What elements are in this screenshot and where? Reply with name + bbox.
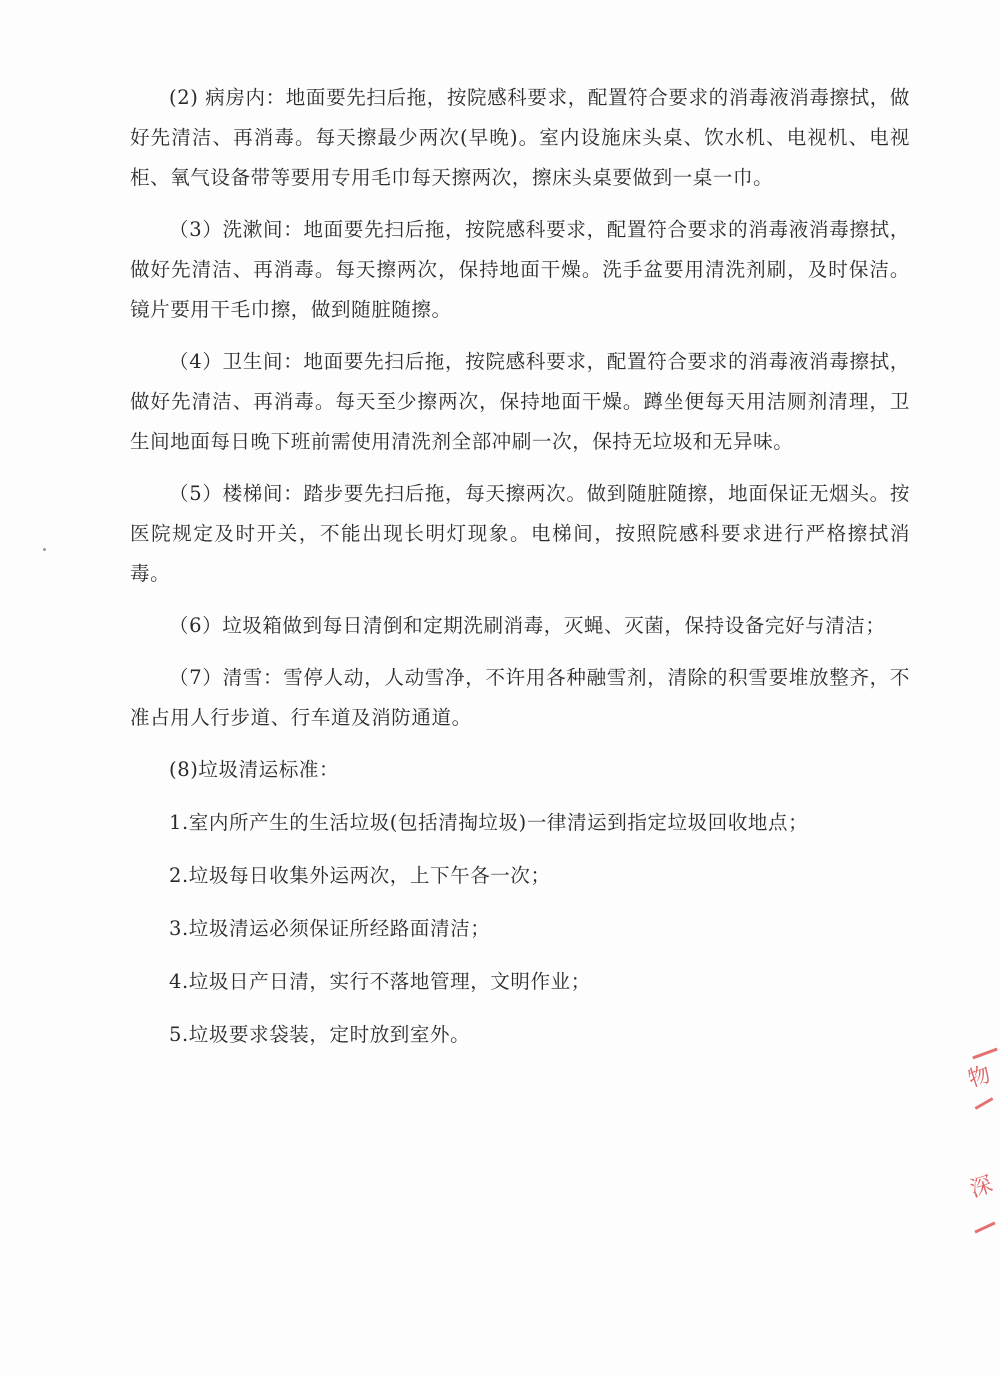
stamp-char-1: 物: [965, 1062, 994, 1093]
paragraph-snow-clearing: （7）清雪：雪停人动，人动雪净，不许用各种融雪剂，清除的积雪要堆放整齐，不准占用人行步道、行车道及消防通道。: [130, 666, 910, 729]
scan-speck: [43, 548, 46, 551]
standard-item-3: 3.垃圾清运必须保证所经路面清洁；: [169, 917, 491, 940]
standard-item-5: 5.垃圾要求袋装，定时放到室外。: [169, 1023, 471, 1046]
red-seal-stamp-fragment: [958, 1040, 1000, 1250]
stamp-border-mark: [975, 1097, 994, 1110]
paragraph-toilet: （4）卫生间：地面要先扫后拖，按院感科要求，配置符合要求的消毒液消毒擦拭，做好先清洁、再消毒。每天至少擦两次，保持地面干燥。蹲坐便每天用洁厕剂清理，卫生间地面每日晚下班前需使用清洗剂全部冲刷一次，保持无垃圾和无异味。: [130, 350, 910, 453]
paragraph-washroom: （3）洗漱间：地面要先扫后拖，按院感科要求，配置符合要求的消毒液消毒擦拭，做好先清洁、再消毒。每天擦两次，保持地面干燥。洗手盆要用清洗剂刷，及时保洁。镜片要用干毛巾擦，做到随脏随擦。: [130, 218, 910, 321]
standard-item-1: 1.室内所产生的生活垃圾(包括清掏垃圾)一律清运到指定垃圾回收地点；: [169, 811, 809, 834]
standard-item-2: 2.垃圾每日收集外运两次，上下午各一次；: [169, 864, 551, 887]
document-body: [130, 78, 910, 1055]
stamp-border-mark: [974, 1221, 995, 1233]
paragraph-trash-bin: （6）垃圾箱做到每日清倒和定期洗刷消毒，灭蝇、灭菌，保持设备完好与清洁；: [169, 614, 886, 637]
section-heading-garbage-standards: (8)垃圾清运标准：: [169, 758, 340, 781]
standard-item-4: 4.垃圾日产日清，实行不落地管理，文明作业；: [169, 970, 591, 993]
stamp-char-2: 深: [967, 1172, 996, 1203]
paragraph-stairwell: （5）楼梯间：踏步要先扫后拖，每天擦两次。做到随脏随擦，地面保证无烟头。按医院规定及时开关，不能出现长明灯现象。电梯间，按照院感科要求进行严格擦拭消毒。: [130, 482, 910, 585]
paragraph-ward: (2) 病房内：地面要先扫后拖，按院感科要求，配置符合要求的消毒液消毒擦拭，做好先清洁、再消毒。每天擦最少两次(早晚)。室内设施床头桌、饮水机、电视机、电视柜、氧气设备带等要用专用毛巾每天擦两次，擦床头桌要做到一桌一巾。: [130, 86, 910, 189]
